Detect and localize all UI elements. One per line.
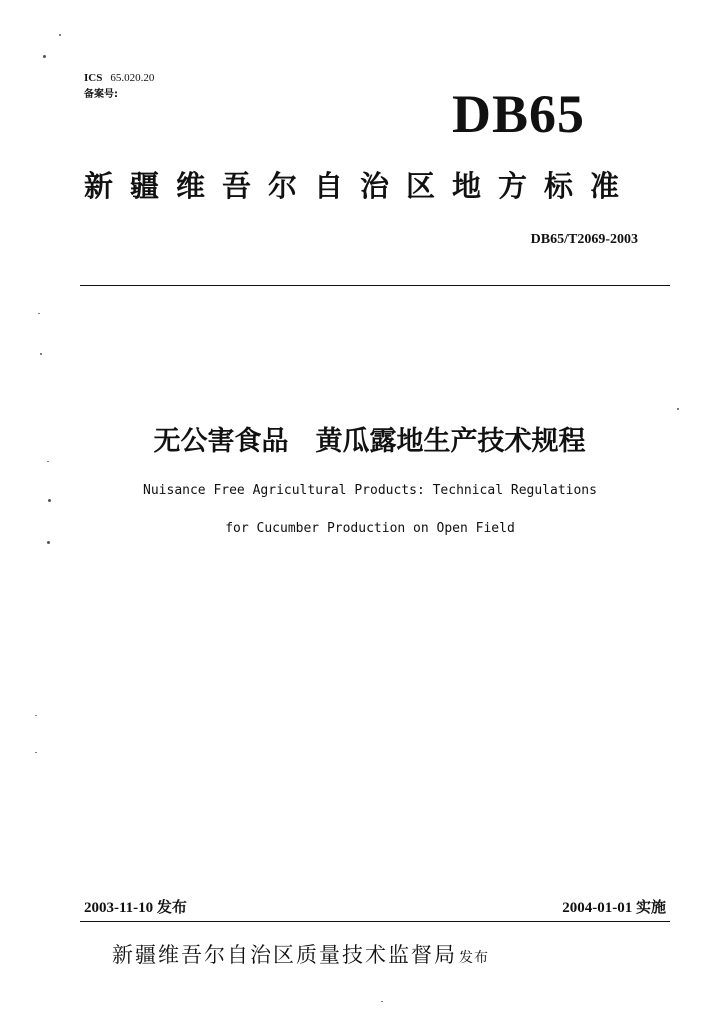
- ics-classification: [84, 72, 154, 85]
- issuer-name: 新疆维吾尔自治区质量技术监督局: [112, 943, 457, 967]
- standard-mark: DB65: [452, 84, 586, 144]
- issuer-suffix: 发布: [459, 950, 489, 966]
- scan-speck: [677, 408, 679, 410]
- ics-code: 65.020.20: [110, 72, 155, 84]
- scan-speck: [47, 541, 50, 544]
- title-english-line-2: for Cucumber Production on Open Field: [225, 521, 515, 536]
- scan-speck: [35, 715, 37, 716]
- scan-speck: [40, 353, 42, 355]
- scan-speck: [48, 499, 51, 502]
- issue-date: 2003-11-10 发布: [84, 900, 187, 916]
- issuing-authority: [112, 938, 489, 975]
- top-divider: [80, 285, 670, 286]
- standard-code: DB65/T2069-2003: [530, 232, 638, 247]
- filing-number-label: 备案号:: [84, 89, 118, 100]
- title-english-line-1: Nuisance Free Agricultural Products: Technical Regulations: [143, 483, 597, 498]
- scan-speck: [43, 55, 46, 58]
- implementation-date: 2004-01-01 实施: [562, 900, 666, 916]
- ics-label: ICS: [84, 72, 103, 84]
- scan-speck: [47, 461, 49, 462]
- bottom-divider: [80, 921, 670, 922]
- scan-speck: [35, 752, 37, 753]
- scan-speck: [381, 1001, 383, 1002]
- standard-type-heading: 新疆维吾尔自治区地方标准: [84, 169, 637, 203]
- scan-speck: [59, 34, 61, 36]
- scan-speck: [38, 313, 40, 314]
- title-chinese: 无公害食品 黄瓜露地生产技术规程: [153, 426, 586, 457]
